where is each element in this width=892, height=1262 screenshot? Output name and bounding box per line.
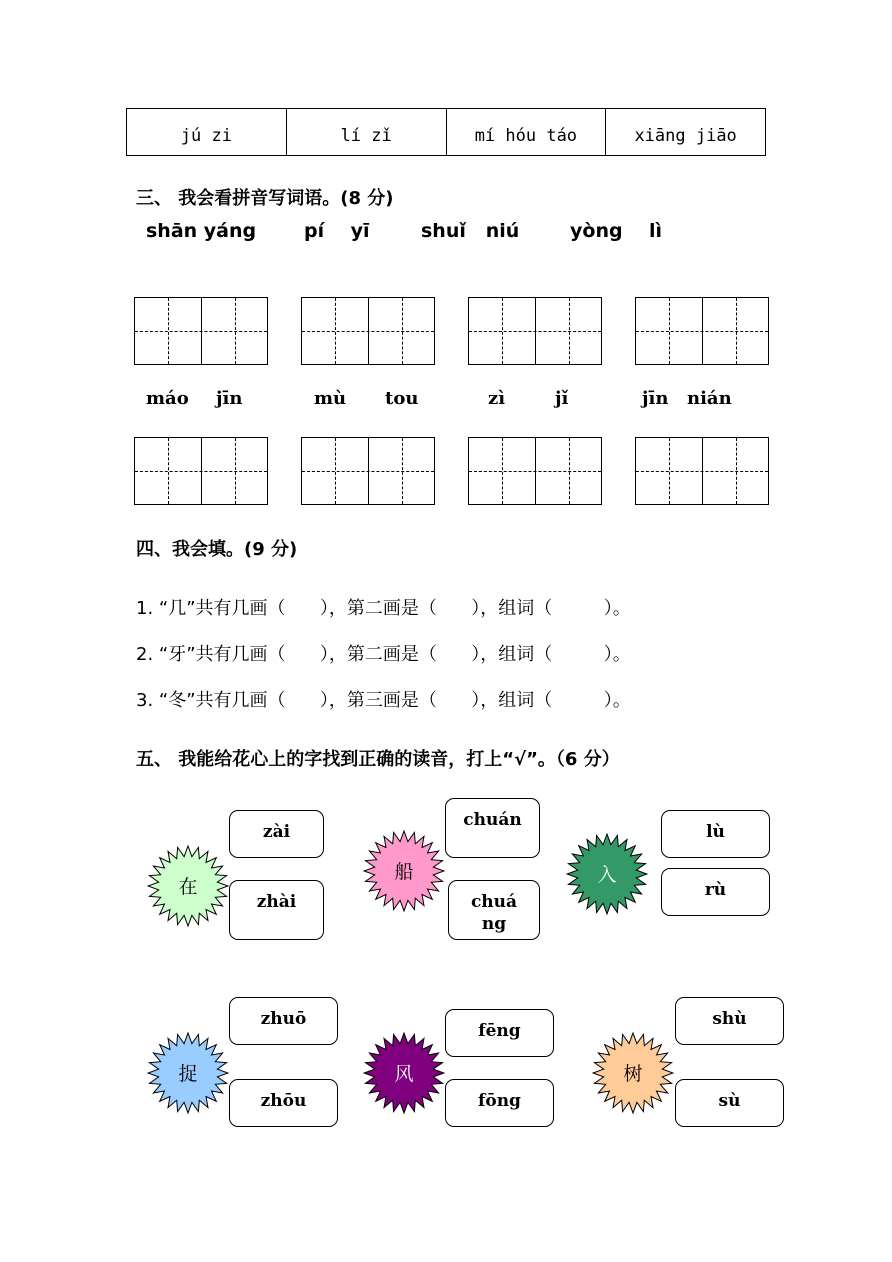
flower-character: 捉 (178, 1063, 198, 1085)
reading-option-box[interactable] (675, 997, 784, 1045)
pinyin-word: pí yī (304, 220, 370, 242)
pinyin-word: yòng lì (570, 220, 663, 242)
writing-grid[interactable] (468, 437, 602, 505)
writing-grid[interactable] (301, 297, 435, 365)
reading-option-box[interactable] (229, 880, 324, 940)
flower-character: 风 (394, 1063, 414, 1085)
table-cell: jú zi (127, 109, 287, 155)
table-cell: mí hóu táo (447, 109, 607, 155)
reading-option-box[interactable] (445, 1079, 554, 1127)
reading-option-box[interactable] (661, 868, 770, 916)
reading-option-box[interactable] (448, 880, 540, 940)
pinyin-syllable: mù (314, 388, 347, 409)
flower-character: 入 (597, 864, 617, 886)
pinyin-syllable: jīn (642, 388, 669, 409)
writing-grid[interactable] (468, 297, 602, 365)
table-cell: xiāng jiāo (634, 126, 737, 146)
reading-option: rù (704, 880, 727, 900)
reading-option-box[interactable] (229, 997, 338, 1045)
pinyin-table (126, 108, 766, 156)
writing-grid[interactable] (134, 297, 268, 365)
writing-grid[interactable] (301, 437, 435, 505)
section5-title: 五、 我能给花心上的字找到正确的读音，打上“√”。（6 分） (136, 749, 620, 770)
pinyin-syllable: máo (146, 388, 189, 409)
reading-option: zhài (256, 892, 297, 912)
pinyin-syllable: nián (687, 388, 732, 409)
reading-option-box[interactable] (229, 1079, 338, 1127)
reading-option-box[interactable] (675, 1079, 784, 1127)
reading-option: sù (718, 1091, 741, 1111)
pinyin-syllable: tou (385, 388, 419, 409)
reading-option: chuáng (470, 892, 518, 934)
flower-character: 树 (623, 1063, 643, 1085)
table-cell: lí zǐ (287, 109, 447, 155)
pinyin-word: shuǐ niú (421, 220, 520, 242)
pinyin-word: shān yáng (146, 220, 257, 242)
reading-option-box[interactable] (445, 1009, 554, 1057)
section4-title: 四、我会填。(9 分) (136, 539, 298, 560)
section3-title: 三、 我会看拼音写词语。(8 分) (136, 188, 394, 209)
pinyin-syllable: jīn (216, 388, 243, 409)
writing-grid[interactable] (635, 437, 769, 505)
reading-option: lù (706, 822, 725, 842)
flower-character: 在 (178, 876, 198, 898)
reading-option: shù (712, 1009, 747, 1029)
reading-option: zhōu (260, 1091, 307, 1111)
reading-option-box[interactable] (229, 810, 324, 858)
reading-option: zài (262, 822, 291, 842)
reading-option-box[interactable] (445, 798, 540, 858)
reading-option: fōng (478, 1091, 521, 1111)
pinyin-syllable: zì (488, 388, 506, 409)
writing-grid[interactable] (635, 297, 769, 365)
writing-grid[interactable] (134, 437, 268, 505)
fill-question: 2. “牙”共有几画（ ），第二画是（ ），组词（ ）。 (136, 644, 631, 665)
reading-option-box[interactable] (661, 810, 770, 858)
reading-option: zhuō (260, 1009, 307, 1029)
flower-character: 船 (394, 861, 414, 883)
reading-option: chuán (463, 810, 522, 830)
fill-question: 1. “几”共有几画（ ），第二画是（ ），组词（ ）。 (136, 598, 631, 619)
pinyin-syllable: jǐ (555, 388, 569, 409)
reading-option: fēng (478, 1021, 521, 1041)
fill-question: 3. “冬”共有几画（ ），第三画是（ ），组词（ ）。 (136, 690, 631, 711)
